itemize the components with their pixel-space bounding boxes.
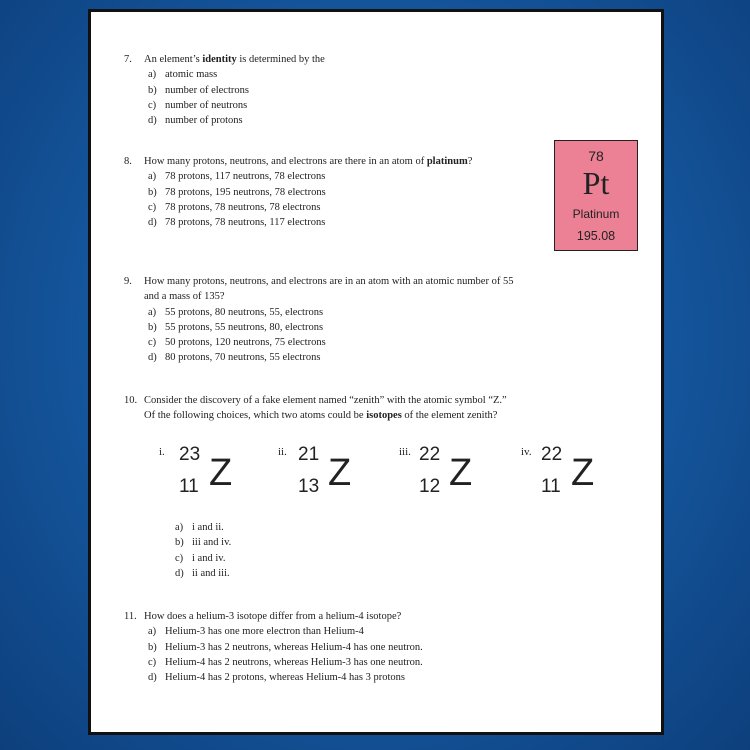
- option-letter: b): [148, 186, 157, 198]
- question-text: [144, 154, 472, 169]
- option-text: number of electrons: [165, 84, 249, 96]
- question-7-stem: [124, 52, 325, 67]
- answer-options: [148, 67, 325, 128]
- roman-numeral: i.: [159, 446, 165, 458]
- stem-text: How many protons, neutrons, and electrons are there in an atom of: [144, 156, 427, 167]
- option-letter: d): [148, 115, 157, 127]
- worksheet-page: [88, 9, 664, 735]
- answer-option-a[interactable]: [148, 305, 513, 320]
- option-letter: d): [148, 217, 157, 229]
- option-text: 55 protons, 55 neutrons, 80, electrons: [165, 321, 324, 333]
- question-10-stem: [124, 393, 507, 408]
- option-text: 80 protons, 70 neutrons, 55 electrons: [165, 352, 321, 364]
- option-letter: a): [148, 626, 157, 638]
- answer-option-b[interactable]: [148, 185, 472, 200]
- answer-option-d[interactable]: [148, 113, 325, 128]
- option-text: 78 protons, 195 neutrons, 78 electrons: [165, 186, 326, 198]
- answer-option-c[interactable]: [148, 200, 472, 215]
- mass-number: 22: [541, 444, 563, 465]
- element-name: Platinum: [572, 207, 620, 221]
- stem-bold-text: identity: [202, 54, 237, 65]
- roman-numeral: iv.: [521, 446, 532, 458]
- atomic-number: 12: [419, 476, 441, 497]
- question-10-options: [175, 520, 231, 581]
- element-symbol: Z: [209, 452, 233, 494]
- answer-option-a[interactable]: [148, 67, 325, 82]
- option-letter: c): [148, 201, 157, 213]
- option-text: 78 protons, 78 neutrons, 117 electrons: [165, 217, 326, 229]
- answer-option-c[interactable]: [148, 655, 423, 670]
- question-text: [144, 52, 325, 67]
- mass-number: 21: [298, 444, 320, 465]
- question-11-stem: [124, 609, 423, 624]
- atomic-number: 11: [179, 476, 199, 497]
- question-number: 7.: [124, 54, 132, 65]
- stem-text: of the element zenith?: [401, 410, 498, 422]
- option-letter: c): [148, 99, 157, 111]
- element-symbol: Pt: [582, 165, 610, 201]
- answer-option-c[interactable]: [175, 551, 231, 566]
- question-text-continued: [144, 408, 507, 423]
- answer-options: [148, 305, 513, 366]
- option-letter: a): [148, 69, 157, 81]
- atomic-number: 11: [541, 476, 561, 497]
- stem-bold-text: isotopes: [366, 410, 402, 422]
- answer-option-d[interactable]: [148, 350, 513, 365]
- option-letter: a): [175, 522, 184, 533]
- answer-option-c[interactable]: [148, 335, 513, 350]
- option-letter: c): [175, 552, 184, 564]
- element-symbol: Z: [328, 452, 352, 494]
- option-letter: b): [148, 321, 157, 333]
- option-letter: b): [175, 537, 184, 549]
- option-text: i and iv.: [192, 552, 226, 564]
- answer-option-d[interactable]: [148, 670, 423, 685]
- element-symbol: Z: [449, 452, 473, 494]
- question-number: 10.: [124, 395, 138, 406]
- option-text: atomic mass: [165, 69, 218, 81]
- option-text: Helium-4 has 2 neutrons, whereas Helium-3 has one neutron.: [165, 656, 423, 668]
- question-8-stem: [124, 154, 472, 169]
- stem-text: ?: [467, 156, 473, 167]
- question-8: [124, 154, 472, 230]
- question-9: [124, 274, 513, 366]
- option-text: 55 protons, 80 neutrons, 55, electrons: [165, 306, 324, 318]
- option-text: Helium-4 has 2 protons, whereas Helium-4 has 3 protons: [165, 672, 405, 684]
- option-letter: d): [175, 567, 184, 579]
- platinum-element-tile: [554, 140, 638, 251]
- option-text: Helium-3 has 2 neutrons, whereas Helium-4 has one neutron.: [165, 641, 423, 653]
- option-letter: d): [148, 672, 157, 684]
- answer-option-a[interactable]: [175, 520, 231, 535]
- option-text: i and ii.: [192, 522, 224, 533]
- option-text: iii and iv.: [192, 537, 232, 549]
- answer-option-d[interactable]: [175, 566, 231, 581]
- stem-bold-text: platinum: [426, 156, 468, 167]
- question-text: Consider the discovery of a fake element named “zenith” with the atomic symbol “Z.”: [144, 395, 507, 406]
- element-atomic-number: 78: [588, 148, 604, 164]
- option-text: Helium-3 has one more electron than Helium-4: [165, 626, 364, 638]
- question-text: How does a helium-3 isotope differ from a helium-4 isotope?: [144, 611, 402, 622]
- answer-option-d[interactable]: [148, 215, 472, 230]
- question-9-stem: [124, 274, 513, 289]
- answer-options: [148, 624, 423, 685]
- option-text: 78 protons, 117 neutrons, 78 electrons: [165, 171, 326, 183]
- answer-option-a[interactable]: [148, 624, 423, 639]
- answer-options: [148, 169, 472, 230]
- atomic-number: 13: [298, 476, 320, 497]
- option-text: 78 protons, 78 neutrons, 78 electrons: [165, 201, 321, 213]
- answer-option-c[interactable]: [148, 98, 325, 113]
- option-text: ii and iii.: [192, 567, 230, 579]
- question-11: [124, 609, 423, 685]
- roman-numeral: ii.: [278, 446, 287, 458]
- question-text: How many protons, neutrons, and electrons are in an atom with an atomic number of 55: [144, 276, 514, 287]
- question-number: 8.: [124, 156, 132, 167]
- answer-option-b[interactable]: [148, 320, 513, 335]
- question-text-continued: and a mass of 135?: [144, 291, 225, 303]
- stem-text: An element’s: [144, 54, 203, 65]
- answer-option-a[interactable]: [148, 169, 472, 184]
- stem-text: Of the following choices, which two atoms could be: [144, 410, 367, 422]
- question-number: 11.: [124, 611, 137, 622]
- option-letter: c): [148, 656, 157, 668]
- roman-numeral: iii.: [399, 446, 411, 458]
- option-text: number of protons: [165, 115, 243, 127]
- mass-number: 23: [179, 444, 201, 465]
- question-number: 9.: [124, 276, 132, 287]
- element-symbol: Z: [571, 452, 595, 494]
- option-letter: a): [148, 306, 157, 318]
- element-mass: 195.08: [576, 229, 616, 243]
- answer-option-b[interactable]: [148, 640, 423, 655]
- option-text: number of neutrons: [165, 99, 248, 111]
- answer-option-b[interactable]: [175, 535, 231, 550]
- stem-text: is determined by the: [236, 54, 325, 65]
- question-10: [124, 393, 507, 424]
- option-text: 50 protons, 120 neutrons, 75 electrons: [165, 337, 326, 349]
- option-letter: c): [148, 337, 157, 349]
- question-7: [124, 52, 325, 128]
- option-letter: b): [148, 84, 157, 96]
- option-letter: b): [148, 641, 157, 653]
- answer-option-b[interactable]: [148, 83, 325, 98]
- option-letter: d): [148, 352, 157, 364]
- option-letter: a): [148, 171, 157, 183]
- mass-number: 22: [419, 444, 441, 465]
